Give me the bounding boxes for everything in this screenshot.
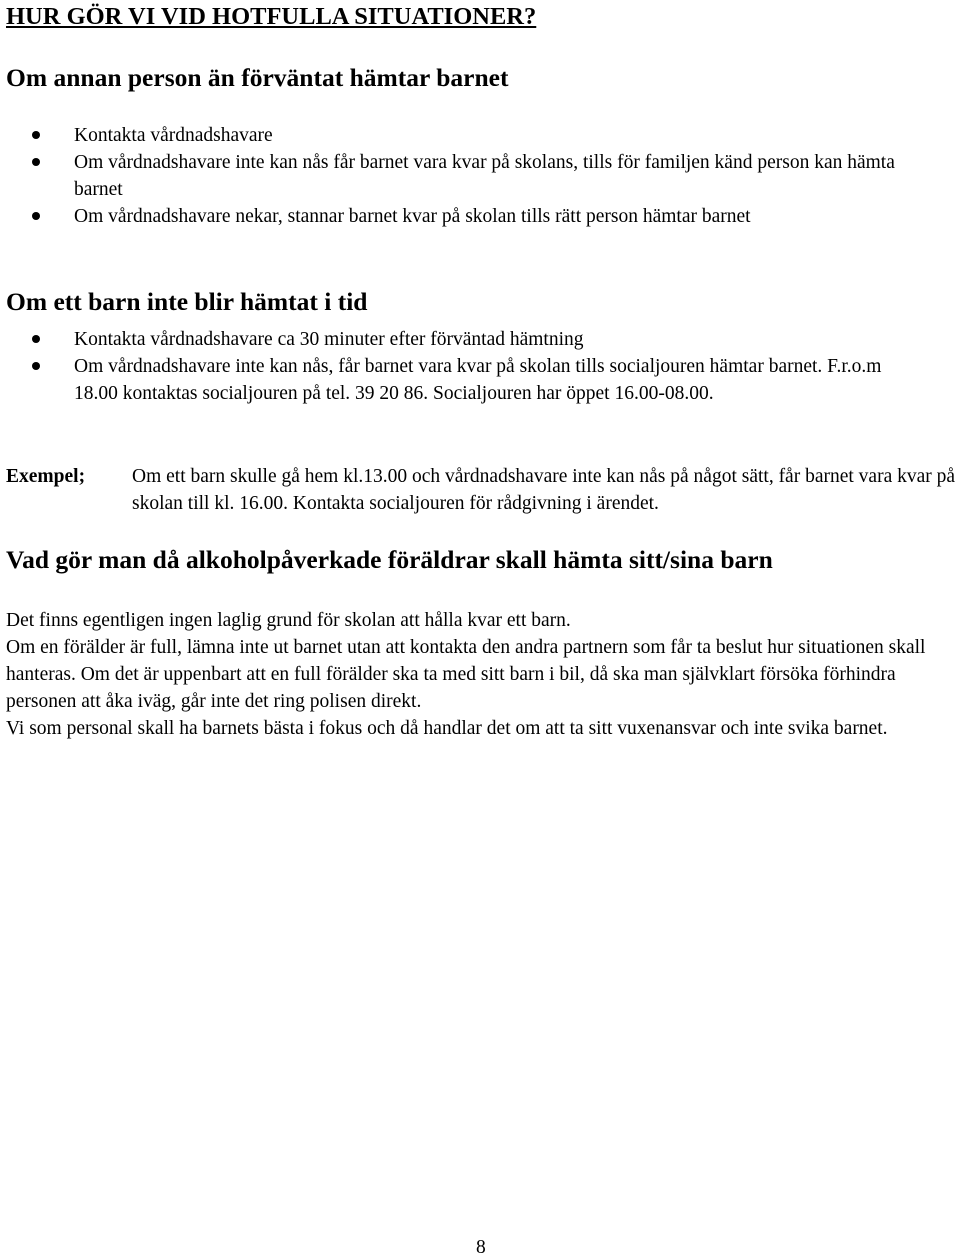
section-body-intoxicated-parents: [6, 607, 956, 742]
page-title: HUR GÖR VI VID HOTFULLA SITUATIONER?: [6, 3, 537, 30]
page-number: 8: [476, 1237, 486, 1258]
list-item: Kontakta vårdnadshavare ca 30 minuter efter förväntad hämtning: [6, 326, 886, 353]
bullet-icon: [32, 335, 40, 343]
list-item: Om vårdnadshavare nekar, stannar barnet kvar på skolan tills rätt person hämtar barnet: [6, 203, 916, 230]
paragraph: Vi som personal skall ha barnets bästa i fokus och då handlar det om att ta sitt vuxenansvar och inte svika barnet.: [6, 718, 888, 739]
example-text: Om ett barn skulle gå hem kl.13.00 och vårdnadshavare inte kan nås på något sätt, får barnet vara kvar på skolan till kl. 16.00. Kontakta socialjouren för rådgivning i ärendet.: [132, 466, 956, 514]
section-heading-not-picked-up: Om ett barn inte blir hämtat i tid: [6, 287, 368, 316]
paragraph: Det finns egentligen ingen laglig grund för skolan att hålla kvar ett barn.: [6, 610, 571, 631]
bullet-icon: [32, 158, 40, 166]
bullet-list-not-picked-up: [6, 326, 886, 407]
bullet-icon: [32, 131, 40, 139]
list-item: Om vårdnadshavare inte kan nås får barnet vara kvar på skolans, tills för familjen känd person kan hämta barnet: [6, 149, 916, 203]
paragraph: Om en förälder är full, lämna inte ut barnet utan att kontakta den andra partnern som får ta beslut hur situationen skall hanteras. Om det är uppenbart att en full förälder ska ta med sitt barn i bil, då ska man självklart försöka förhindra personen att åka iväg, går inte det ring polisen direkt.: [6, 637, 926, 712]
example-label: Exempel;: [6, 466, 86, 487]
section-heading-intoxicated-parents: Vad gör man då alkoholpåverkade föräldrar skall hämta sitt/sina barn: [6, 545, 773, 574]
list-item: Kontakta vårdnadshavare: [6, 122, 916, 149]
bullet-list-unexpected-pickup: [6, 122, 916, 230]
list-item: Om vårdnadshavare inte kan nås, får barnet vara kvar på skolan tills socialjouren hämtar barnet. F.r.o.m 18.00 kontaktas socialjouren på tel. 39 20 86. Socialjouren har öppet 16.00-08.00.: [6, 353, 886, 407]
bullet-icon: [32, 212, 40, 220]
bullet-icon: [32, 362, 40, 370]
section-heading-unexpected-pickup: Om annan person än förväntat hämtar barnet: [6, 63, 509, 92]
